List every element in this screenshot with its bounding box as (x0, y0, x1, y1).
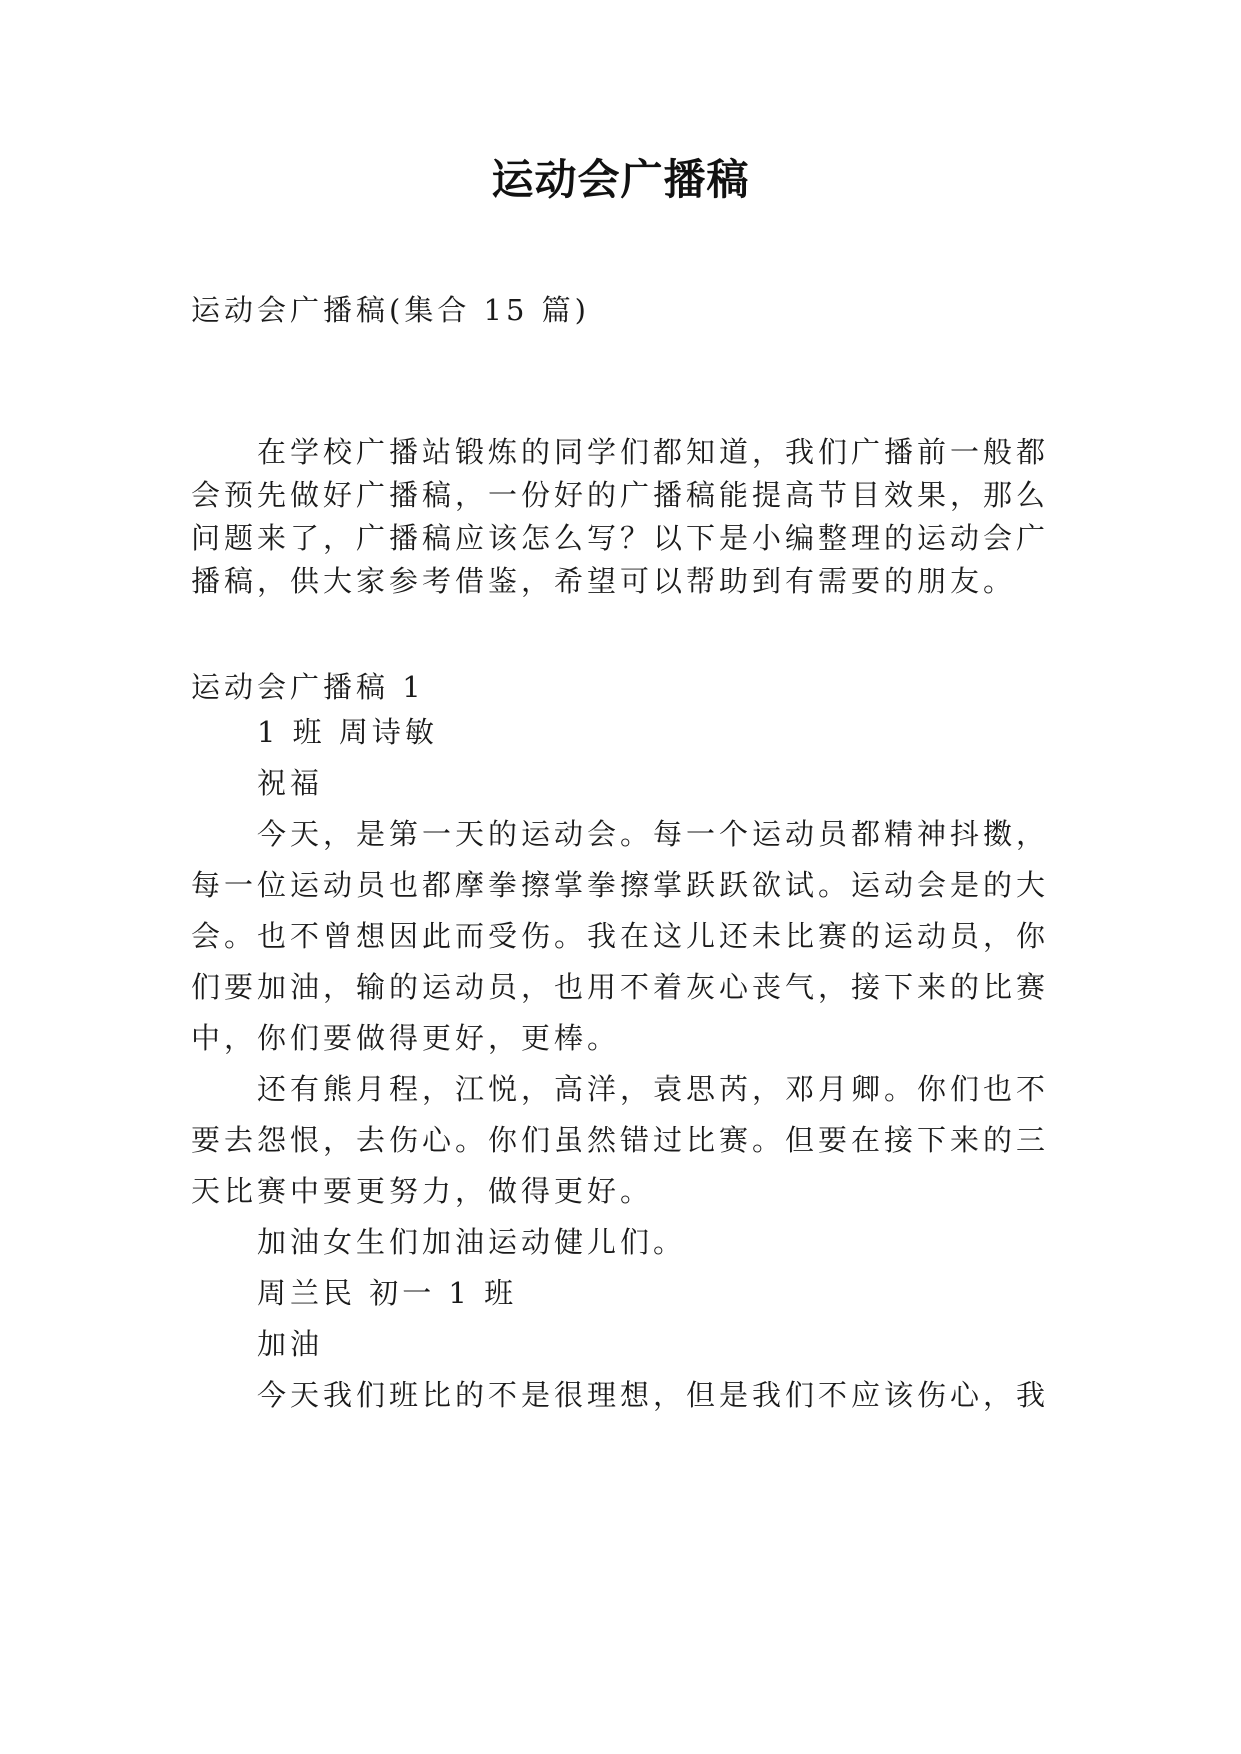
text-line: 今天，是第一天的运动会。每一个运动员都精神抖擞， (191, 817, 1050, 851)
text-line: 会。也不曾想因此而受伤。我在这儿还未比赛的运动员，你 (191, 919, 1050, 953)
text-line: 周兰民 初一 1 班 (191, 1276, 518, 1310)
document-subtitle: 运动会广播稿(集合 15 篇) (191, 293, 590, 327)
text-line: 还有熊月程，江悦，高洋，袁思芮，邓月卿。你们也不 (191, 1072, 1050, 1106)
document-title: 运动会广播稿 (491, 155, 750, 204)
intro-line: 在学校广播站锻炼的同学们都知道，我们广播前一般都 (191, 435, 1050, 469)
text-line: 们要加油，输的运动员，也用不着灰心丧气，接下来的比赛 (191, 970, 1050, 1004)
text-line: 1 班 周诗敏 (191, 715, 438, 749)
text-line: 每一位运动员也都摩拳擦掌拳擦掌跃跃欲试。运动会是的大 (191, 868, 1050, 902)
text-line: 中，你们要做得更好，更棒。 (191, 1021, 621, 1055)
text-line: 天比赛中要更努力，做得更好。 (191, 1174, 654, 1208)
text-line: 祝福 (191, 766, 324, 800)
text-line: 加油女生们加油运动健儿们。 (191, 1225, 687, 1259)
text-line: 要去怨恨，去伤心。你们虽然错过比赛。但要在接下来的三 (191, 1123, 1050, 1157)
intro-line: 会预先做好广播稿，一份好的广播稿能提高节目效果，那么 (191, 478, 1050, 512)
section-heading: 运动会广播稿 1 (191, 670, 425, 704)
intro-line: 问题来了，广播稿应该怎么写？以下是小编整理的运动会广 (191, 521, 1050, 555)
intro-paragraph (191, 432, 1071, 604)
text-line: 加油 (191, 1327, 324, 1361)
section-body (191, 712, 1071, 1426)
text-line: 今天我们班比的不是很理想，但是我们不应该伤心，我 (191, 1378, 1050, 1412)
intro-line: 播稿，供大家参考借鉴，希望可以帮助到有需要的朋友。 (191, 564, 1017, 598)
document-body (191, 290, 1071, 1426)
